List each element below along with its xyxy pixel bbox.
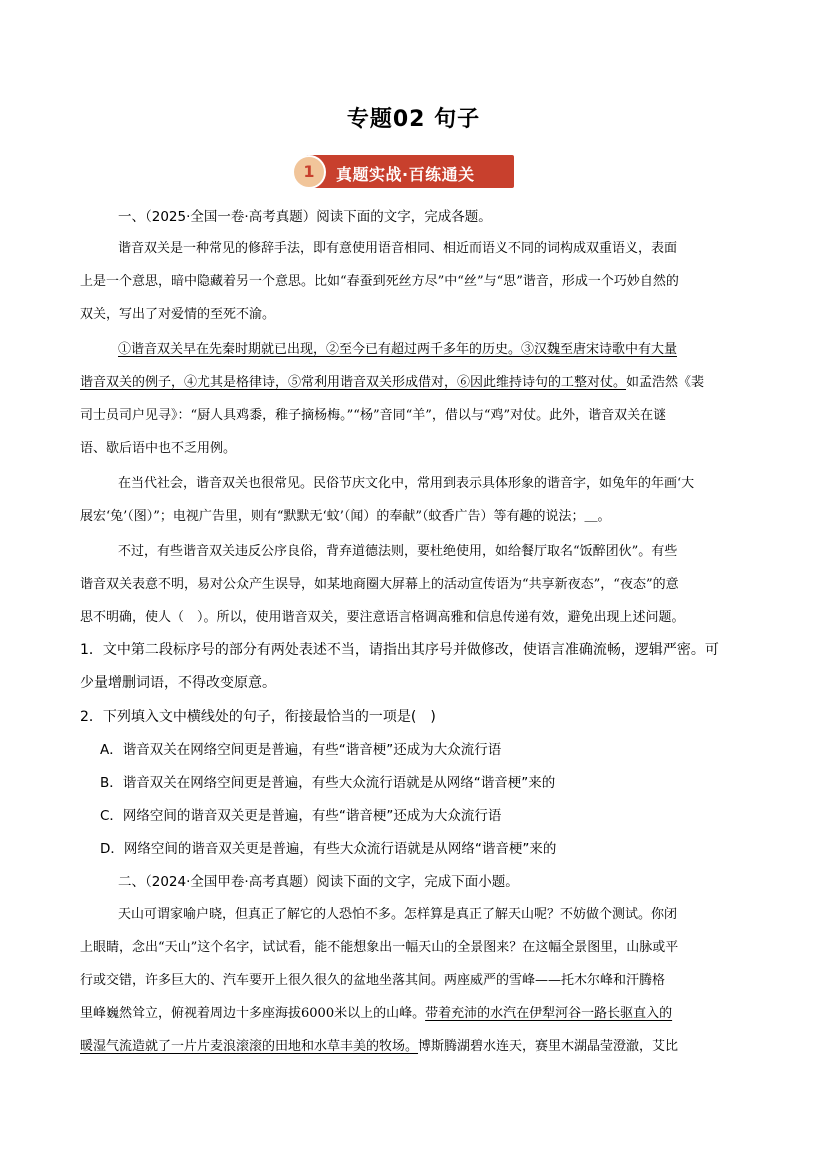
- paragraph-line: 思不明确，使人（ ）。所以，使用谐音双关，要注意语言格调高雅和信息传递有效，避免出现上述问题。: [80, 610, 685, 625]
- paragraph-line: 上是一个意思，暗中隐藏着另一个意思。比如“春蚕到死丝方尽”中“丝”与“思”谐音，形成一个巧妙自然的: [80, 274, 679, 289]
- option-c: C．网络空间的谐音双关更是普遍，有些“谐音梗”还成为大众流行语: [100, 808, 502, 824]
- option-b: B．谐音双关在网络空间更是普遍，有些大众流行语就是从网络“谐音梗”来的: [100, 775, 556, 791]
- question-1-line: 1．文中第二段标序号的部分有两处表述不当，请指出其序号并做修改，使语言准确流畅，逻辑严密。可: [80, 642, 719, 658]
- paragraph-line: 谐音双关表意不明，易对公众产生误导，如某地商圈大屏幕上的活动宣传语为“共享新夜态”，“夜态”的意: [80, 577, 679, 592]
- paragraph-line: 语、歇后语中也不乏用例。: [80, 441, 237, 456]
- paragraph-line: 行或交错，许多巨大的、汽车要开上很久很久的盆地坐落其间。两座威严的雪峰——托木尔峰和汗腾格: [80, 973, 666, 988]
- paragraph-line: 谐音双关是一种常见的修辞手法，即有意使用语音相同、相近而语义不同的词构成双重语义，表面: [118, 241, 678, 256]
- section2-heading: 二、（2024·全国甲卷·高考真题）阅读下面的文字，完成下面小题。: [118, 874, 519, 890]
- paragraph-line: 天山可谓家喻户晓，但真正了解它的人恐怕不多。怎样算是真正了解天山呢？不妨做个测试。你闭: [118, 907, 678, 922]
- plain-segment: 如孟浩然《裴: [626, 375, 705, 390]
- banner-label: 真题实战·百练通关: [336, 165, 475, 184]
- question-1-line: 少量增删词语，不得改变原意。: [80, 675, 276, 691]
- paragraph-line: 司士员司户见寻》：“厨人具鸡黍，稚子摘杨梅。”“杨”音同“羊”，借以与“鸡”对仗。此外，谐音双关在谜: [80, 408, 667, 423]
- question-2-stem: 2．下列填入文中横线处的句子，衔接最恰当的一项是( ): [80, 709, 436, 725]
- paragraph-line: 上眼睛，念出“天山”这个名字，试试看，能不能想象出一幅天山的全景图来？在这幅全景图里，山脉或平: [80, 940, 679, 955]
- option-a: A．谐音双关在网络空间更是普遍，有些“谐音梗”还成为大众流行语: [100, 742, 502, 758]
- paragraph-line: 展宏‘兔’（图）”；电视广告里，则有“默默无‘蚊’（闻）的奉献”（蚊香广告）等有趣的说法；＿。: [80, 509, 611, 524]
- option-d: D．网络空间的谐音双关更是普遍，有些大众流行语就是从网络“谐音梗”来的: [100, 841, 557, 857]
- paragraph-line-mixed: [80, 374, 704, 392]
- paragraph-line-mixed: [80, 1038, 678, 1056]
- underlined-segment: 暖湿气流造就了一片片麦浪滚滚的田地和水草丰美的牧场。: [80, 1039, 419, 1054]
- paragraph-line: 不过，有些谐音双关违反公序良俗，背弃道德法则，要杜绝使用，如给餐厅取名“饭醉团伙”。有些: [118, 544, 678, 559]
- paragraph-line: 双关，写出了对爱情的至死不渝。: [80, 307, 276, 322]
- underlined-segment: 带着充沛的水汽在伊犁河谷一路长驱直入的: [425, 1006, 673, 1021]
- paragraph-line: 在当代社会，谐音双关也很常见。民俗节庆文化中，常用到表示具体形象的谐音字，如兔年的年画‘大: [118, 476, 695, 491]
- plain-segment: 博斯腾湖碧水连天，赛里木湖晶莹澄澈，艾比: [418, 1039, 679, 1054]
- paragraph-line-mixed: [80, 1005, 672, 1023]
- page-title: 专题02 句子: [346, 107, 481, 132]
- underlined-segment: 谐音双关的例子，④尤其是格律诗，⑤常利用谐音双关形成借对，⑥因此维持诗句的工整对仗。: [80, 375, 627, 390]
- banner-number-badge: 1: [292, 155, 326, 189]
- underlined-paragraph-line: ①谐音双关早在先秦时期就已出现，②至今已有超过两千多年的历史。③汉魏至唐宋诗歌中有大量: [118, 342, 678, 357]
- section1-heading: 一、（2025·全国一卷·高考真题）阅读下面的文字，完成各题。: [118, 209, 492, 225]
- plain-segment: 里峰巍然耸立，俯视着周边十多座海拔6000米以上的山峰。: [80, 1006, 426, 1021]
